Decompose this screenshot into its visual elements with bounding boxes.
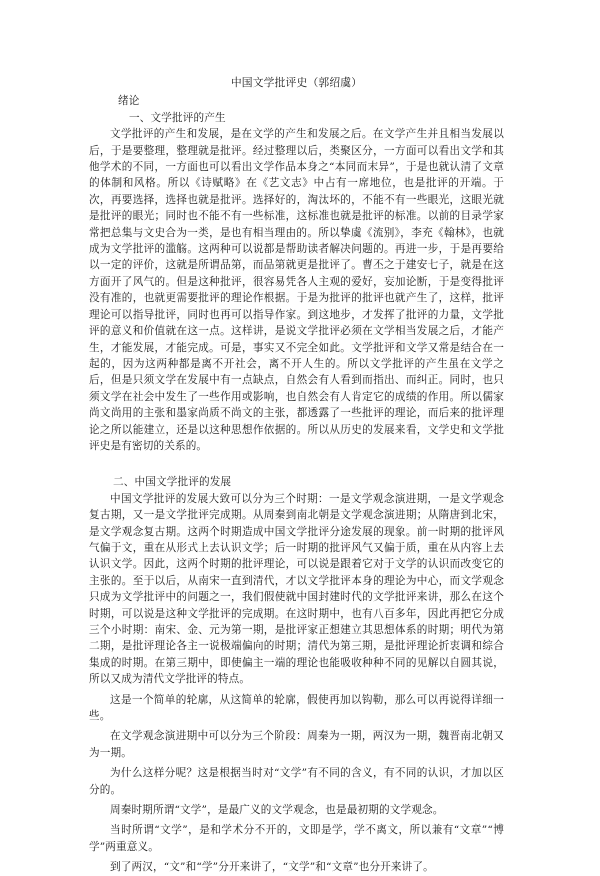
- section2-paragraph-4: 为什么这样分呢？这是根据当时对“文学”有不同的含义，有不同的认识，才加以区分的。: [89, 767, 504, 796]
- section2-paragraph-5: 周秦时期所谓“文学”，是最广义的文学观念，也是最初期的文学观念。: [110, 804, 444, 817]
- section2-heading: 二、中国文学批评的发展: [113, 476, 232, 489]
- section2-paragraph-2: 这是一个简单的轮廓，从这简单的轮廓，假使再加以钩勒，那么可以再说得详细一些。: [89, 693, 504, 723]
- section2-paragraph-1: 中国文学批评的发展大致可以分为三个时期：一是文学观念演进期，一是文学观念复古期，又一是文学批评完成期。从周秦到南北朝是文学观念演进期；从隋唐到北宋，是文学观念复古期。这两个时期造成中国文学批评分途发展的现象。前一时期的批评风气偏于文，重在从形式上去认识文学；后一时期的批评风气又偏于质，重在从内容上去认识文学。因此，这两个时期的批评理论，可以说是跟着它对于文学的认识而改变它的主张的。至于以后，从南宋一直到清代，才以文学批评本身的理论为中心，而文学观念只成为文学批评中的问题之一，我们假使就中国封建时代的文学批评来讲，那么在这个时期，可以说是这种文学批评的完成期。在这时期中，也有八百多年，因此再把它分成三个小时期：南宋、金、元为第一期，是批评家正想建立其思想体系的时期；明代为第二期，是批评理论各主一说极端偏向的时期；清代为第三期，是批评理论折衷调和综合集成的时期。在第三期中，即使偏主一端的理论也能吸收种种不同的见解以自圆其说，所以又成为清代文学批评的特点。: [89, 492, 504, 686]
- section2-paragraph-7: 到了两汉，“文”和“学”分开来讲了，“文学”和“文章”也分开来讲了。: [110, 861, 434, 874]
- section1-heading: 一、文学批评的产生: [129, 111, 226, 124]
- section-gap: [89, 454, 504, 470]
- section2-paragraph-6: 当时所谓“文学”，是和学术分不开的，文即是学，学不离文，所以兼有“文章”“博学”两重意义。: [89, 824, 504, 853]
- document-title: 中国文学批评史（郭绍虞）: [230, 76, 363, 89]
- section2-paragraph-3: 在文学观念演进期中可以分为三个阶段：周秦为一期，两汉为一期，魏晋南北朝又为一期。: [89, 730, 504, 759]
- intro-heading: 绪论: [118, 95, 140, 108]
- section1-paragraph: 文学批评的产生和发展，是在文学的产生和发展之后。在文学产生并且相当发展以后，于是要整理，整理就是批评。经过整理以后，类聚区分，一方面可以看出文学和其他学术的不同，一方面也可以看出文学作品本身之“本同而末异”，于是也就认清了文章的体制和风格。所以《诗赋略》在《艺文志》中占有一席地位，也是批评的开端。于次，再要选择，选择也就是批评。选择好的，淘汰坏的，不能不有一些眼光，这眼光就是批评的眼光；同时也不能不有一些标准，这标准也就是批评的标准。以前的目录学家常把总集与文史合为一类，是也有相当理由的。所以挚虞《流别》，李充《翰林》，也就成为文学批评的滥觞。这两种可以说都是帮助读者解决问题的。再进一步，于是再要给以一定的评价，这就是所谓品第，而品第就更是批评了。曹丕之于建安七子，就是在这方面开了风气的。但是这种批评，很容易凭各人主观的爱好，妄加论断，于是变得批评没有准的，也就更需要批评的理论作根据。于是为批评的批评也就产生了，这样，批评理论可以指导批评，同时也再可以指导作家。到这地步，才发挥了批评的力量，文学批评的意义和价值就在这一点。这样讲，是说文学批评必须在文学相当发展之后，才能产生，才能发展，才能完成。可是，事实又不完全如此。文学批评和文学又常是结合在一起的，因为这两种都是离不开社会，离不开人生的。所以文学批评的产生虽在文学之后，但是只须文学在发展中有一点缺点，自然会有人看到而指出、而纠正。同时，也只须文学在社会中发生了一些作用或影响，也自然会有人肯定它的成绩的作用。所以儒家尚文尚用的主张和墨家尚质不尚文的主张，都透露了一些批评的理论，而后来的批评理论之所以能建立，还是以这种思想作依据的。所以从历史的发展来看，文学史和文学批评史是有密切的关系的。: [89, 128, 504, 452]
